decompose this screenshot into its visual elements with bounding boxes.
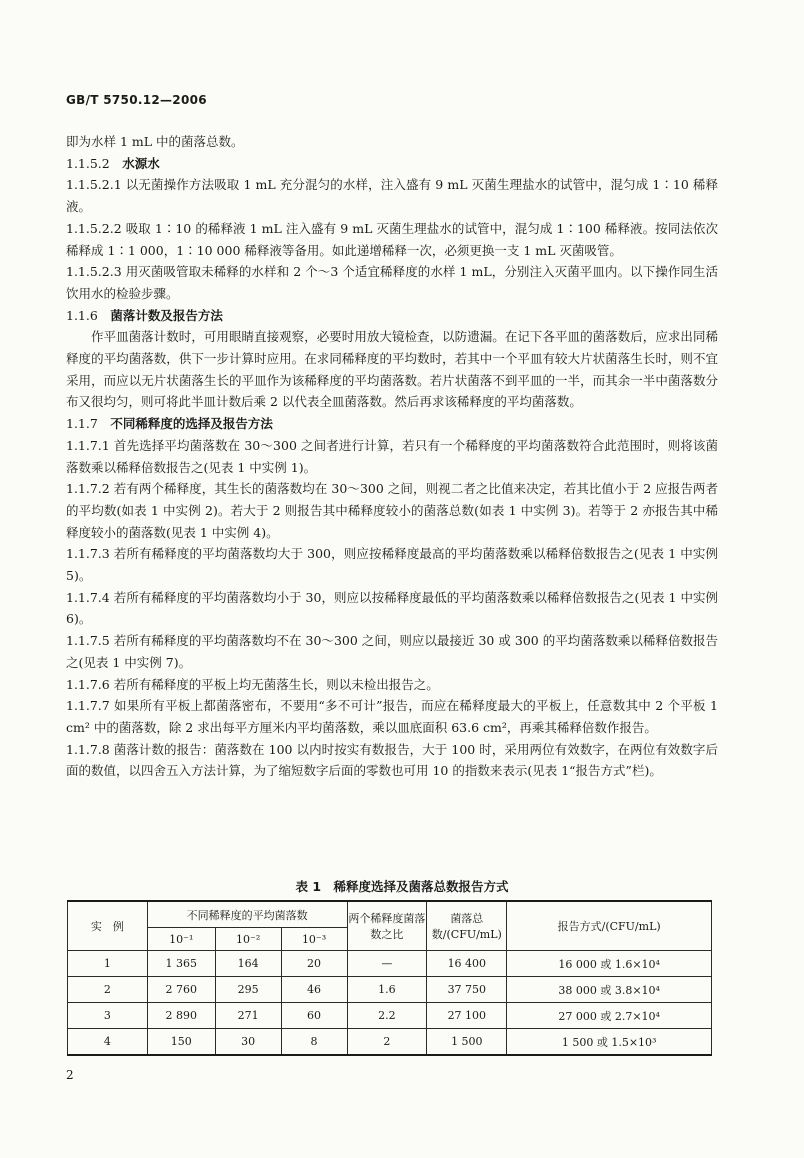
section-heading — [66, 153, 718, 175]
standard-number: GB/T 5750.12—2006 — [66, 93, 207, 107]
cell-dilution-2: 295 — [215, 977, 281, 1003]
paragraph: 即为水样 1 mL 中的菌落总数。 — [66, 134, 244, 149]
cell-dilution-1: 2 760 — [147, 977, 215, 1003]
cell-ratio: 2 — [347, 1029, 427, 1056]
cell-dilution-1: 1 365 — [147, 951, 215, 977]
cell-ratio: — — [347, 951, 427, 977]
cell-example: 3 — [68, 1003, 148, 1029]
section-title: 菌落计数及报告方法 — [110, 307, 223, 323]
cell-report: 27 000 或 2.7×10⁴ — [507, 1003, 712, 1029]
cell-ratio: 2.2 — [347, 1003, 427, 1029]
cell-dilution-2: 271 — [215, 1003, 281, 1029]
header-dilution-2: 10⁻² — [215, 928, 281, 951]
cell-ratio: 1.6 — [347, 977, 427, 1003]
cell-dilution-3: 20 — [281, 951, 347, 977]
header-ratio: 两个稀释度菌落数之比 — [347, 901, 427, 951]
section-title: 不同稀释度的选择及报告方法 — [110, 416, 273, 432]
cell-dilution-3: 46 — [281, 977, 347, 1003]
header-report: 报告方式/(CFU/mL) — [507, 901, 712, 951]
header-avg-group: 不同稀释度的平均菌落数 — [147, 901, 347, 928]
paragraph: 1.1.7.8 菌落计数的报告：菌落数在 100 以内时按实有数报告，大于 100 时，采用两位有效数字，在两位有效数字后面的数值，以四舍五入方法计算，为了缩短数字后面的零数也可用 10 的指数来表示(见表 1“报告方式”栏)。 — [66, 741, 718, 779]
paragraph: 1.1.7.7 如果所有平板上都菌落密布，不要用“多不可计”报告，而应在稀释度最大的平板上，任意数其中 2 个平板 1 cm² 中的菌落数，除 2 求出每平方厘米内平均菌落数，乘以皿底面积 63.6 cm²，再乘其稀释倍数作报告。 — [66, 698, 718, 735]
cell-example: 1 — [68, 951, 148, 977]
table-row — [68, 1029, 712, 1056]
section-number: 1.1.7 — [66, 416, 98, 432]
cell-total: 1 500 — [427, 1029, 507, 1056]
table-row — [68, 1003, 712, 1029]
cell-total: 16 400 — [427, 951, 507, 977]
header-dilution-3: 10⁻³ — [281, 928, 347, 951]
section-number: 1.1.6 — [66, 307, 98, 323]
header-total: 菌落总数/(CFU/mL) — [427, 901, 507, 951]
section-number: 1.1.5.2 — [66, 155, 110, 171]
dilution-report-table — [67, 900, 712, 1056]
table-row — [68, 951, 712, 977]
section-title: 水源水 — [122, 155, 160, 171]
paragraph: 1.1.7.1 首先选择平均菌落数在 30～300 之间者进行计算，若只有一个稀释度的平均菌落数符合此范围时，则将该菌落数乘以稀释倍数报告之(见表 1 中实例 1)。 — [66, 437, 718, 475]
cell-total: 27 100 — [427, 1003, 507, 1029]
cell-total: 37 750 — [427, 977, 507, 1003]
header-dilution-1: 10⁻¹ — [147, 928, 215, 951]
table-caption: 表 1 稀释度选择及菌落总数报告方式 — [295, 879, 509, 894]
paragraph: 1.1.5.2.3 用灭菌吸管取未稀释的水样和 2 个～3 个适宜稀释度的水样 1 mL，分别注入灭菌平皿内。以下操作同生活饮用水的检验步骤。 — [66, 264, 718, 301]
cell-report: 1 500 或 1.5×10³ — [507, 1029, 712, 1056]
table-row — [68, 977, 712, 1003]
section-heading — [66, 413, 718, 435]
cell-dilution-2: 164 — [215, 951, 281, 977]
cell-dilution-2: 30 — [215, 1029, 281, 1056]
cell-example: 4 — [68, 1029, 148, 1056]
page-number: 2 — [66, 1068, 74, 1082]
cell-dilution-3: 8 — [281, 1029, 347, 1056]
paragraph: 1.1.7.5 若所有稀释度的平均菌落数均不在 30～300 之间，则应以最接近 30 或 300 的平均菌落数乘以稀释倍数报告之(见表 1 中实例 7)。 — [66, 633, 718, 670]
cell-report: 16 000 或 1.6×10⁴ — [507, 951, 712, 977]
cell-dilution-3: 60 — [281, 1003, 347, 1029]
paragraph: 1.1.7.3 若所有稀释度的平均菌落数均大于 300，则应按稀释度最高的平均菌落数乘以稀释倍数报告之(见表 1 中实例 5)。 — [66, 546, 718, 584]
paragraph: 1.1.5.2.2 吸取 1∶10 的稀释液 1 mL 注入盛有 9 mL 灭菌生理盐水的试管中，混匀成 1∶100 稀释液。按同法依次稀释成 1∶1 000，1∶10 000 稀释液等备用。如此递增稀释一次，必须更换一支 1 mL 灭菌吸管。 — [66, 220, 718, 258]
cell-dilution-1: 150 — [147, 1029, 215, 1056]
paragraph: 1.1.7.4 若所有稀释度的平均菌落数均小于 30，则应以按稀释度最低的平均菌落数乘以稀释倍数报告之(见表 1 中实例 6)。 — [66, 589, 718, 627]
header-example: 实 例 — [68, 901, 148, 951]
paragraph: 1.1.7.2 若有两个稀释度，其生长的菌落数均在 30～300 之间，则视二者之比值来决定，若其比值小于 2 应报告两者的平均数(如表 1 中实例 2)。若大于 2 则报告其中稀释度较小的菌落总数(如表 1 中实例 3)。若等于 2 亦报告其中稀释度较小的菌落数(见表 1 中实例 4)。 — [66, 481, 718, 540]
cell-dilution-1: 2 890 — [147, 1003, 215, 1029]
paragraph: 作平皿菌落计数时，可用眼睛直接观察，必要时用放大镜检查，以防遗漏。在记下各平皿的菌落数后，应求出同稀释度的平均菌落数，供下一步计算时应用。在求同稀释度的平均数时，若其中一个平皿有较大片状菌落生长时，则不宜采用，而应以无片状菌落生长的平皿作为该稀释度的平均菌落数。若片状菌落不到平皿的一半，而其余一半中菌落数分布又很均匀，则可将此半皿计数后乘 2 以代表全皿菌落数。然后再求该稀释度的平均菌落数。 — [66, 329, 718, 410]
cell-example: 2 — [68, 977, 148, 1003]
document-body — [66, 131, 718, 782]
section-heading — [66, 305, 718, 327]
paragraph: 1.1.5.2.1 以无菌操作方法吸取 1 mL 充分混匀的水样，注入盛有 9 mL 灭菌生理盐水的试管中，混匀成 1∶10 稀释液。 — [66, 177, 718, 215]
paragraph: 1.1.7.6 若所有稀释度的平板上均无菌落生长，则以未检出报告之。 — [66, 676, 439, 692]
cell-report: 38 000 或 3.8×10⁴ — [507, 977, 712, 1003]
